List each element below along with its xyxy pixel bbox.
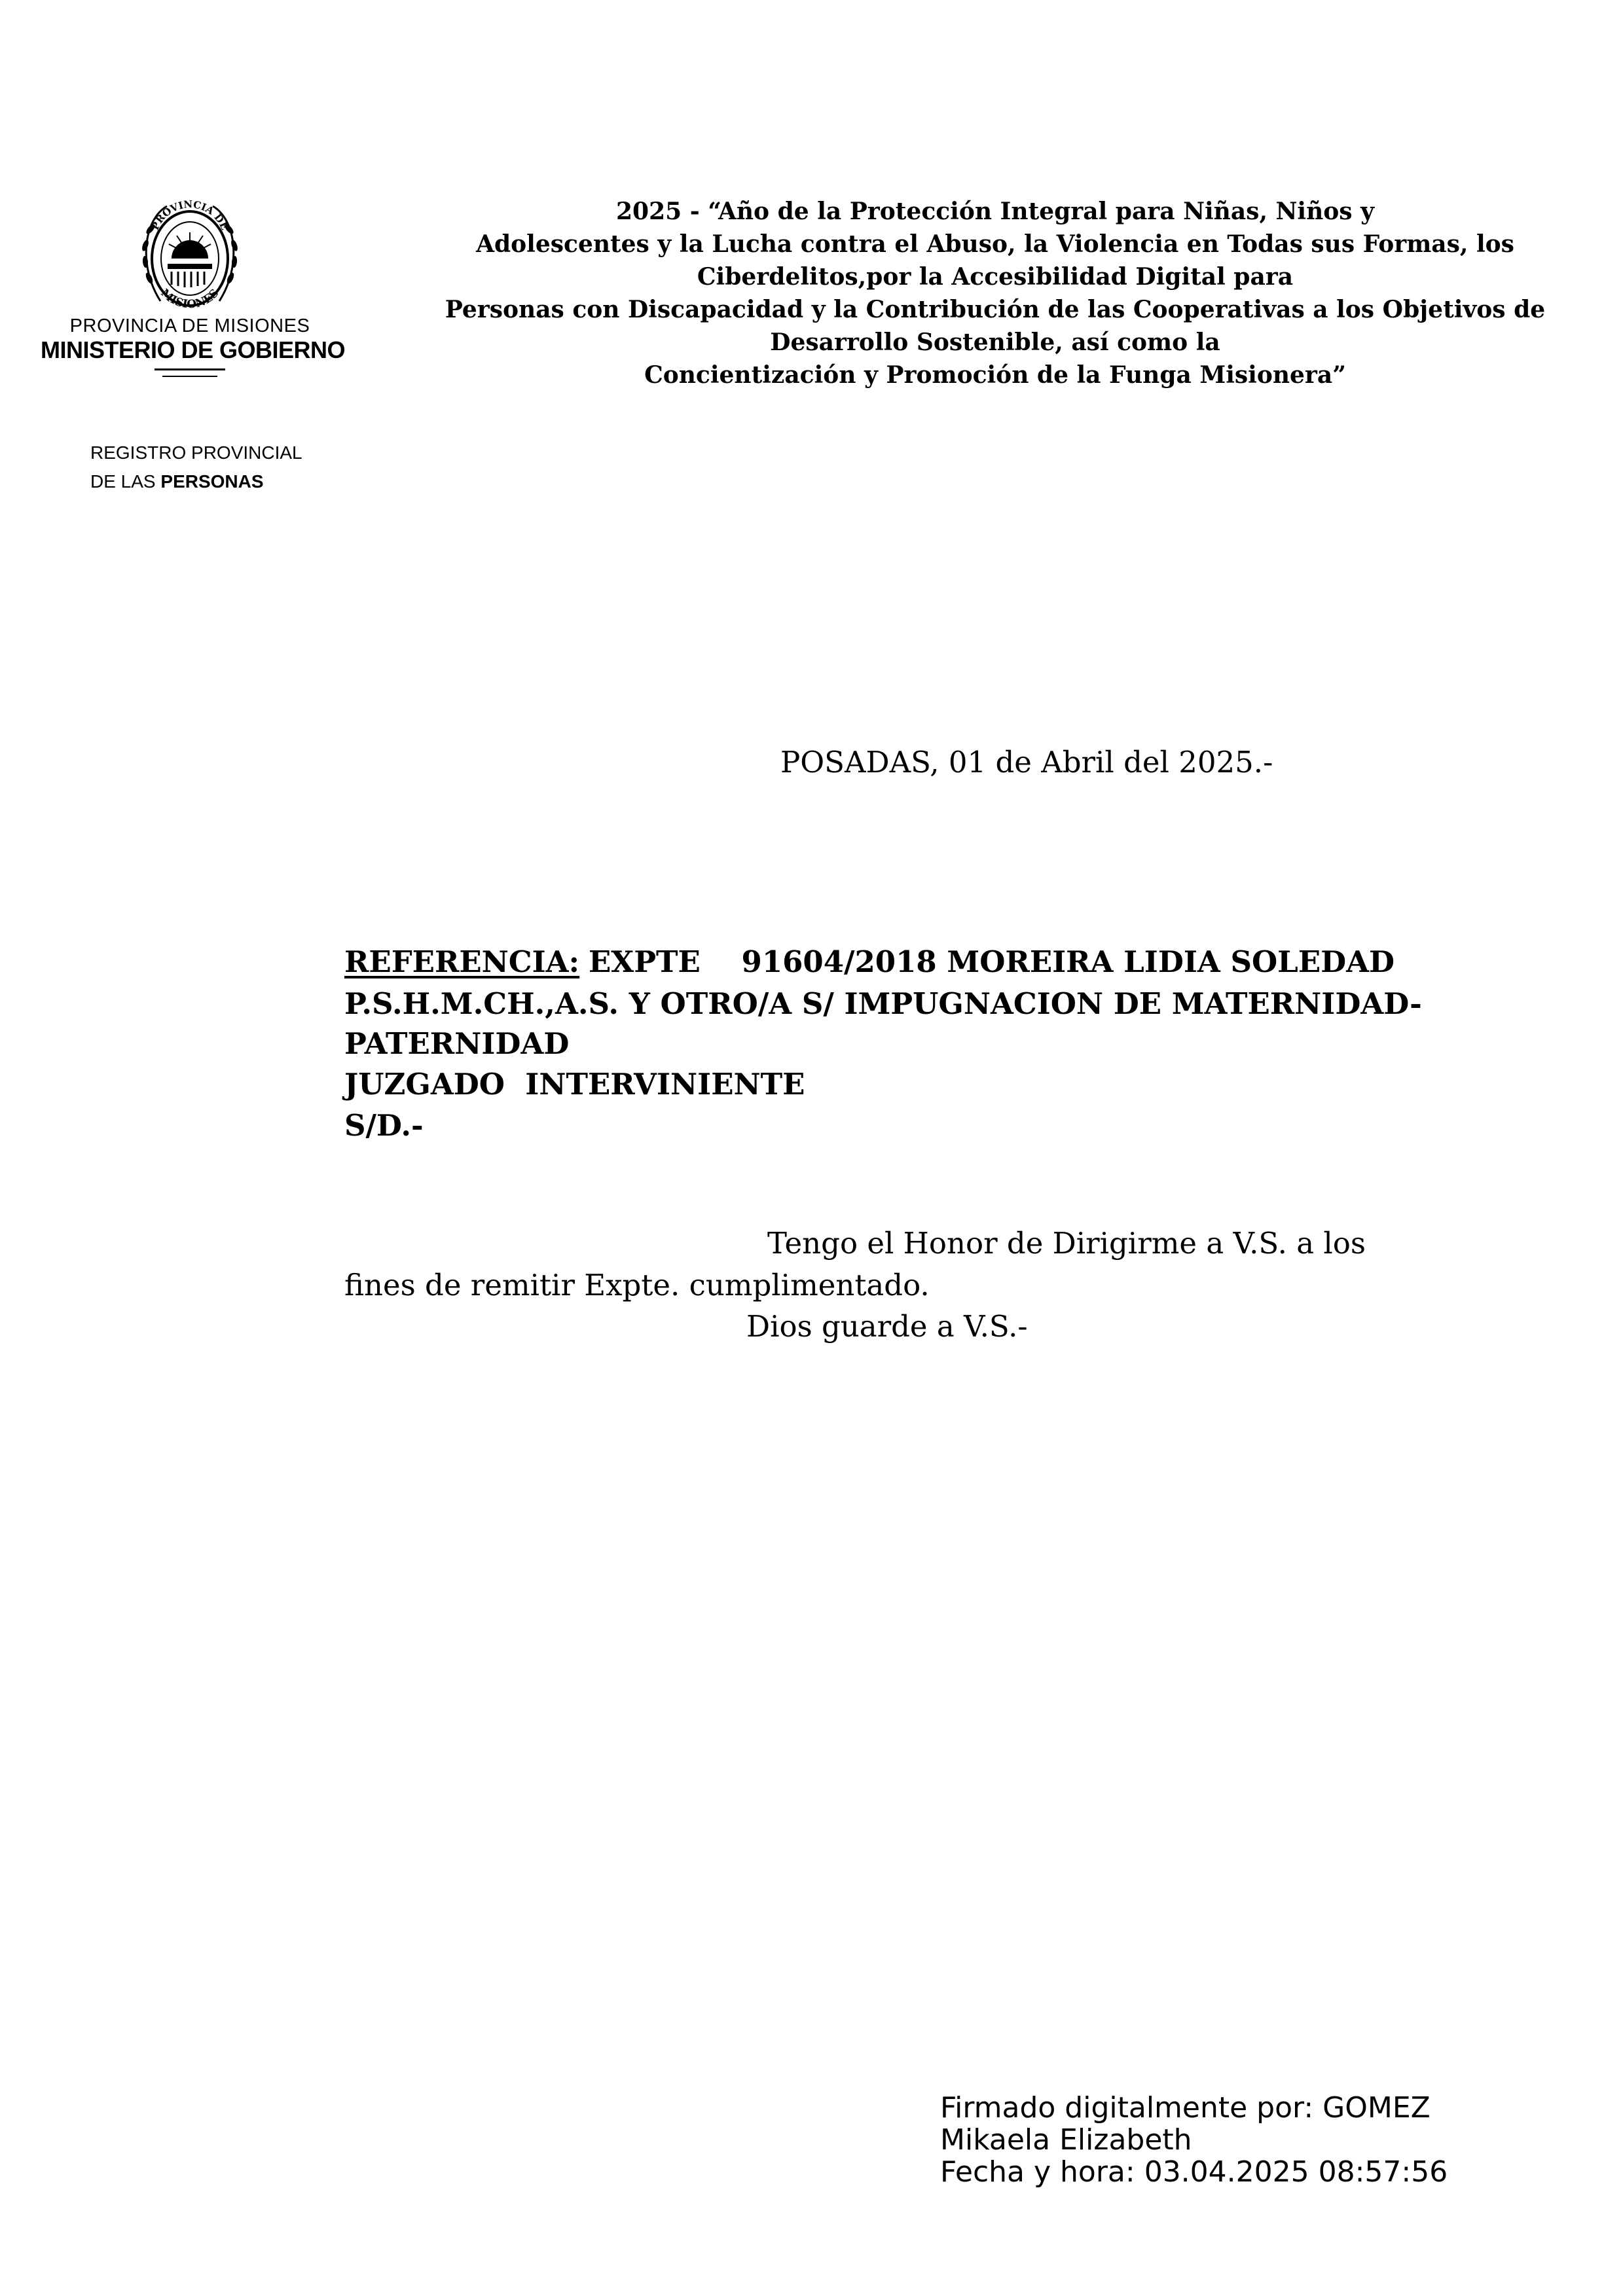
motto-line: Concientización y Promoción de la Funga Misionera” bbox=[644, 361, 1346, 389]
logo-divider bbox=[155, 368, 225, 370]
reference-court: JUZGADO INTERVINIENTE bbox=[344, 1067, 805, 1102]
digital-signature-signer: Firmado digitalmente por: GOMEZ bbox=[940, 2091, 1431, 2125]
svg-text:MISIONES bbox=[158, 287, 222, 312]
logo-province-text: PROVINCIA DE MISIONES bbox=[69, 315, 310, 336]
logo-ministry-text: MINISTERIO DE GOBIERNO bbox=[41, 336, 346, 363]
reference-label: REFERENCIA: bbox=[344, 944, 580, 979]
crest-text-top: PROVINCIA DE bbox=[149, 198, 231, 232]
reference-case-title: P.S.H.M.CH.,A.S. Y OTRO/A S/ IMPUGNACION DE MATERNIDAD- bbox=[344, 986, 1422, 1021]
motto-line: 2025 - “Año de la Protección Integral para Niñas, Niños y bbox=[615, 198, 1374, 225]
reference-case-number: EXPTE 91604/2018 MOREIRA LIDIA SOLEDAD bbox=[589, 944, 1395, 979]
svg-text:PROVINCIA DE bbox=[149, 198, 230, 232]
motto-line: Desarrollo Sostenible, así como la bbox=[770, 329, 1220, 356]
digital-signature-signer-name: Mikaela Elizabeth bbox=[940, 2123, 1192, 2157]
registry-name-prefix: DE LAS bbox=[90, 471, 161, 492]
motto-line: Adolescentes y la Lucha contra el Abuso, la Violencia en Todas sus Formas, los bbox=[476, 230, 1514, 258]
reference-case-title-cont: PATERNIDAD bbox=[344, 1026, 570, 1061]
year-motto bbox=[386, 195, 1604, 391]
crest-text-bottom: MISIONES bbox=[158, 286, 222, 312]
place-date-line: POSADAS, 01 de Abril del 2025.- bbox=[780, 745, 1273, 780]
logo-divider bbox=[162, 376, 217, 377]
registry-name-bold: PERSONAS bbox=[160, 471, 264, 492]
registry-name-line1: REGISTRO PROVINCIAL bbox=[90, 442, 302, 463]
closing-line: Dios guarde a V.S.- bbox=[746, 1309, 1028, 1344]
digital-signature-timestamp: Fecha y hora: 03.04.2025 08:57:56 bbox=[940, 2155, 1448, 2189]
body-text-line: fines de remitir Expte. cumplimentado. bbox=[344, 1268, 930, 1302]
reference-sd: S/D.- bbox=[344, 1108, 424, 1143]
body-text-line: Tengo el Honor de Dirigirme a V.S. a los bbox=[767, 1226, 1366, 1261]
motto-line: Personas con Discapacidad y la Contribución de las Cooperativas a los Objetivos de bbox=[445, 296, 1546, 323]
provincial-crest-logo bbox=[131, 193, 249, 317]
motto-line: Ciberdelitos,por la Accesibilidad Digital para bbox=[697, 263, 1294, 291]
registry-name-line2 bbox=[90, 471, 264, 492]
